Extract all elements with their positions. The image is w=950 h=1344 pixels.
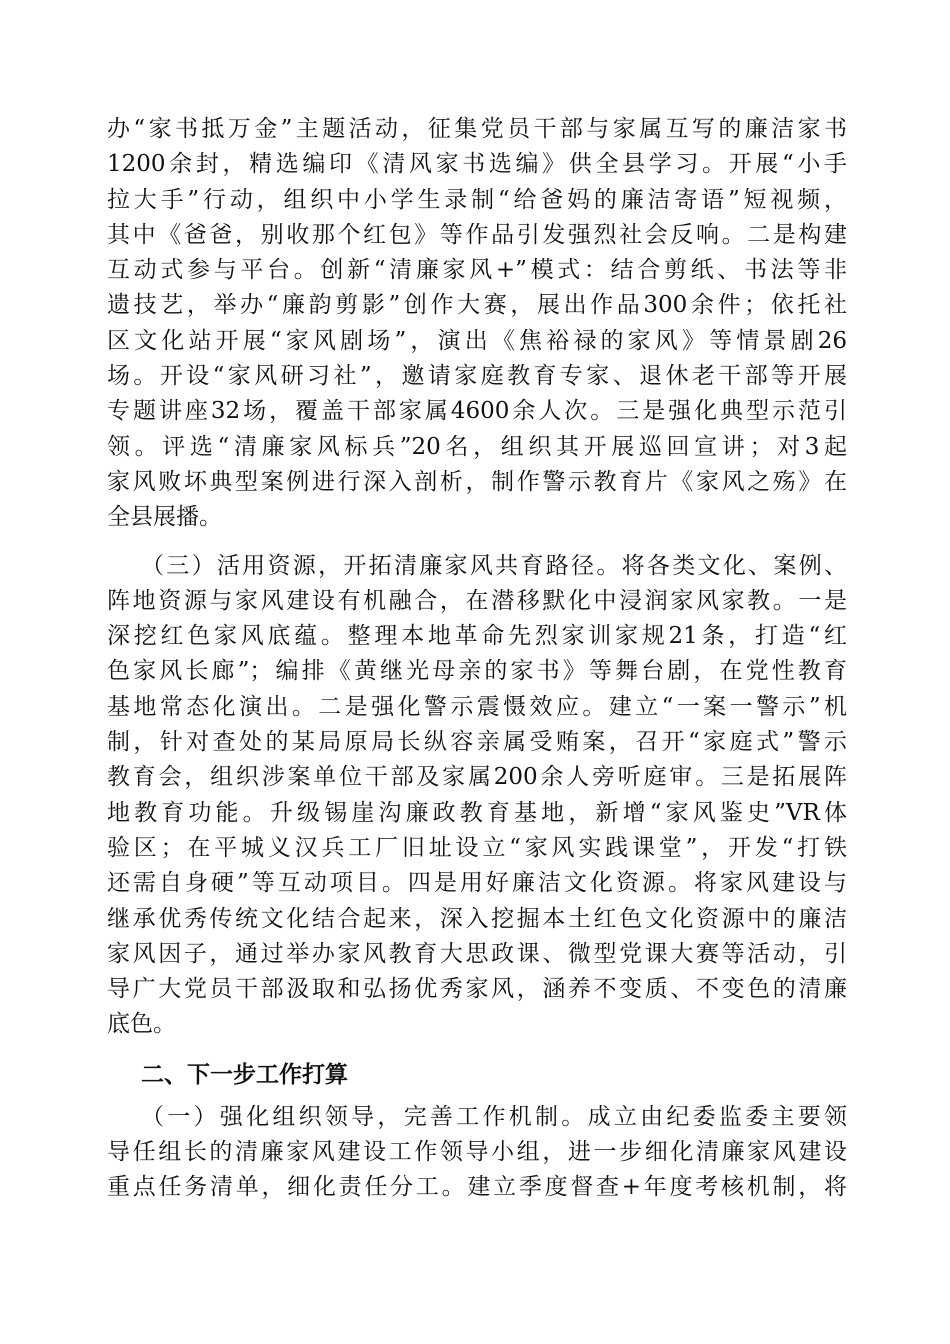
text-line: 领。评选“清廉家风标兵”20名，组织其开展巡回宣讲；对3起 (107, 433, 847, 460)
paragraph-spacer (107, 536, 847, 549)
text-line: 遗技艺，举办“廉韵剪影”创作大赛，展出作品300余件；依托社 (107, 292, 847, 319)
section-heading: 二、下一步工作打算 (141, 1061, 348, 1088)
document-page (107, 112, 847, 1206)
text-line: 全县展播。 (107, 504, 222, 531)
text-line: 继承优秀传统文化结合起来，深入挖掘本土红色文化资源中的廉洁 (107, 905, 847, 932)
paragraph-spacer (107, 1043, 847, 1056)
text-line: 导任组长的清廉家风建设工作领导小组，进一步细化清廉家风建设 (107, 1139, 847, 1166)
text-line: （三）活用资源，开拓清廉家风共育路径。将各类文化、案例、 (141, 552, 847, 579)
text-line: 区文化站开展“家风剧场”，演出《焦裕禄的家风》等情景剧26 (107, 327, 847, 354)
text-line: 深挖红色家风底蕴。整理本地革命先烈家训家规21条，打造“红 (107, 623, 847, 650)
text-line: 阵地资源与家风建设有机融合，在潜移默化中浸润家风家教。一是 (107, 587, 847, 614)
text-line: （一）强化组织领导，完善工作机制。成立由纪委监委主要领 (141, 1103, 847, 1130)
text-line: 导广大党员干部汲取和弘扬优秀家风，涵养不变质、不变色的清廉 (107, 976, 847, 1003)
paragraph-family-culture-activities (107, 112, 847, 536)
text-line: 办“家书抵万金”主题活动，征集党员干部与家属互写的廉洁家书 (107, 116, 847, 142)
text-line: 基地常态化演出。二是强化警示震慑效应。建立“一案一警示”机 (107, 693, 847, 720)
text-line: 制，针对查处的某局原局长纵容亲属受贿案，召开“家庭式”警示 (107, 729, 847, 756)
text-line: 还需自身硬”等互动项目。四是用好廉洁文化资源。将家风建设与 (107, 870, 847, 897)
text-line: 地教育功能。升级锡崖沟廉政教育基地，新增“家风鉴史”VR体 (107, 799, 847, 826)
text-line: 1200余封，精选编印《清风家书选编》供全县学习。开展“小手 (107, 151, 847, 178)
text-line: 其中《爸爸，别收那个红包》等作品引发强烈社会反响。二是构建 (107, 221, 847, 248)
text-line: 色家风长廊”；编排《黄继光母亲的家书》等舞台剧，在党性教育 (107, 658, 847, 685)
text-line: 拉大手”行动，组织中小学生录制“给爸妈的廉洁寄语”短视频， (107, 186, 847, 213)
text-line: 底色。 (107, 1011, 176, 1038)
paragraph-organization (107, 1100, 847, 1206)
text-line: 互动式参与平台。创新“清廉家风+”模式：结合剪纸、书法等非 (107, 257, 847, 284)
paragraph-resources (107, 549, 847, 1043)
text-line: 场。开设“家风研习社”，邀请家庭教育专家、退休老干部等开展 (107, 363, 847, 390)
text-line: 家风败坏典型案例进行深入剖析，制作警示教育片《家风之殇》在 (107, 468, 847, 495)
text-line: 家风因子，通过举办家风教育大思政课、微型党课大赛等活动，引 (107, 940, 847, 967)
text-line: 验区；在平城义汉兵工厂旧址设立“家风实践课堂”，开发“打铁 (107, 834, 847, 861)
text-line: 教育会，组织涉案单位干部及家属200余人旁听庭审。三是拓展阵 (107, 764, 847, 791)
text-line: 重点任务清单，细化责任分工。建立季度督查+年度考核机制，将 (107, 1174, 847, 1201)
text-line: 专题讲座32场，覆盖干部家属4600余人次。三是强化典型示范引 (107, 398, 847, 425)
